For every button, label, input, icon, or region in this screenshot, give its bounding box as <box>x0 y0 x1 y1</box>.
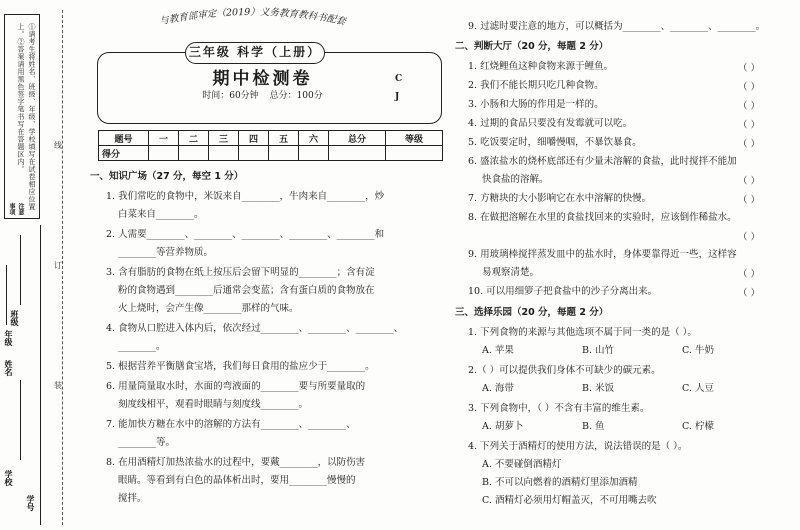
fill-question-5: 5. 根据营养平衡膳食宝塔，我们每日食用的盐应少于________。 <box>106 361 375 372</box>
choice-option-c[interactable]: C. 人豆 <box>682 383 714 394</box>
choice-question-4: 4. 下列关于酒精灯的使用方法，说法错误的是（ ）。 <box>468 441 688 452</box>
fill-question-9: 9. 过滤时要注意的地方，可以概括为________、________、________。 <box>468 21 766 32</box>
corner-mark-j: J <box>395 92 400 102</box>
choice-question-2: 2.（ ）可以提供我们身体不可缺少的碳元素。 <box>468 365 661 376</box>
section-2-title: 二、判断大厅（20 分，每题 2 分） <box>455 41 609 52</box>
exam-time: 时间：60分钟 <box>202 91 259 101</box>
answer-paren[interactable]: （ ） <box>738 139 761 150</box>
choice-option-c[interactable]: C. 柠檬 <box>682 421 714 432</box>
fill-question-7-cont: ________等。 <box>118 437 176 448</box>
score-input-cell[interactable] <box>149 146 179 161</box>
fill-question-1: 1. 我们常吃的食物中，米饭来自________，牛肉来自________，炒 <box>106 191 385 202</box>
fill-question-2-cont: ________等营养物质。 <box>118 247 214 258</box>
judge-question-2: 2. 我们不能长期只吃几种食物。 <box>468 80 604 91</box>
answer-paren[interactable]: （ ） <box>738 269 761 280</box>
score-input-cell[interactable] <box>179 146 209 161</box>
judge-question-7: 7. 方糖块的大小影响它在水中溶解的快慢。 <box>468 193 652 204</box>
fill-question-8: 8. 在用酒精灯加热浓盐水的过程中，要戴________，以防伤害 <box>106 457 366 468</box>
answer-paren[interactable]: （ ） <box>738 82 761 93</box>
choice-option-b[interactable]: B. 不可以向燃着的酒精灯里添加酒精 <box>482 477 638 488</box>
field-line-class <box>20 235 21 305</box>
score-input-cell[interactable] <box>299 146 329 161</box>
score-input-cell[interactable] <box>239 146 269 161</box>
choice-question-3: 3. 下列食物中，（ ）不含有丰富的维生素。 <box>468 403 650 414</box>
score-input-cell[interactable] <box>269 146 299 161</box>
grade-subject-banner: 三年级 科学（上册） <box>185 42 325 64</box>
judge-question-10: 10. 可以用细箩子把食盐中的沙子分离出来。 <box>468 286 658 297</box>
approval-text: 与教育部审定（2019）义务教育教科书配套 <box>158 6 347 28</box>
cut-dashed-line <box>62 10 63 525</box>
answer-paren[interactable]: （ ） <box>738 120 761 131</box>
choice-option-b[interactable]: B. 鱼 <box>582 421 605 432</box>
score-cell: 等级 <box>385 131 442 146</box>
section-1-title: 一、知识广场（27 分，每空 1 分） <box>90 171 244 182</box>
binding-rule <box>40 225 41 525</box>
fill-question-1-cont: 白菜来自________。 <box>118 209 204 220</box>
field-line-number <box>20 380 21 460</box>
notice-label: 注意事项 <box>8 203 24 215</box>
score-cell: 四 <box>239 131 269 146</box>
exam-title: 期中检测卷 <box>212 69 313 89</box>
choice-option-a[interactable]: A. 胡萝卜 <box>482 421 524 432</box>
fill-question-8-cont: 眼睛。等看到有白色的晶体析出时，要用________慢慢的 <box>118 475 356 486</box>
judge-question-8: 8. 在做把溶解在水里的食盐找回来的实验时，应该倒作稀盐水。 <box>468 212 737 223</box>
choice-option-a[interactable]: A. 不要碰倒酒精灯 <box>482 459 562 470</box>
score-cell: 五 <box>269 131 299 146</box>
score-cell: 六 <box>299 131 329 146</box>
answer-paren[interactable]: （ ） <box>738 101 761 112</box>
score-cell: 三 <box>209 131 239 146</box>
fill-question-8-cont2: 搅拌。 <box>118 493 147 504</box>
score-header-row <box>99 131 443 146</box>
answer-paren[interactable]: （ ） <box>738 195 761 206</box>
section-3-title: 三、选择乐园（20 分，每题 2 分） <box>455 307 609 318</box>
judge-question-1: 1. 红烧鲤鱼这种食物来源于鲤鱼。 <box>468 61 614 72</box>
class-label: 班级 <box>10 310 20 326</box>
score-input-cell[interactable] <box>209 146 239 161</box>
choice-option-c[interactable]: C. 牛奶 <box>682 345 714 356</box>
fill-question-6: 6. 用量筒量取水时，水面的弯液面的________要与所要量取的 <box>106 381 366 392</box>
judge-question-4: 4. 过期的食品只要没有发霉就可以吃。 <box>468 118 633 129</box>
score-cell: 一 <box>149 131 179 146</box>
judge-question-9: 9. 用玻璃棒搅拌蒸发皿中的盐水时，身体要靠得近一些，这样容 <box>468 249 737 260</box>
judge-question-5: 5. 吃饭要定时，细嚼慢咽，不暴饮暴食。 <box>468 137 642 148</box>
score-cell: 得分 <box>99 146 149 161</box>
choice-option-c[interactable]: C. 酒精灯必须用灯帽盖灭，不可用嘴去吹 <box>482 495 657 506</box>
answer-paren[interactable]: （ ） <box>738 288 761 299</box>
fill-question-3-cont2: 火上烧时，会产生像________那样的气味。 <box>118 303 299 314</box>
approval-arc-text <box>140 4 365 30</box>
fill-question-7: 7. 能加快方糖在水中的溶解的方法有________、________、 <box>106 419 356 430</box>
field-line-grade <box>6 265 7 325</box>
score-input-cell[interactable] <box>385 146 442 161</box>
score-cell: 二 <box>179 131 209 146</box>
grade-label: 年级 <box>4 330 14 346</box>
corner-mark-c: C <box>395 74 403 84</box>
svg-text:与教育部审定（2019）义务教育教科书配套 <box>159 6 348 28</box>
name-label: 姓名 <box>4 360 14 376</box>
fill-question-3-cont: 粉的食物遇到________后通常会变蓝；含有蛋白质的食物放在 <box>118 285 375 296</box>
notice-text: ①请考生将姓名、班级、年级、学校填写在试卷相应位置上。②答案请用黑色签字笔书写在答题区内。 <box>17 23 36 211</box>
fill-question-4-cont: ________。 <box>118 341 166 352</box>
number-label: 学号 <box>26 495 36 511</box>
answer-paren[interactable]: （ ） <box>738 232 761 243</box>
choice-option-b[interactable]: B. 山竹 <box>582 345 615 356</box>
fill-question-4: 4. 食物从口腔进入体内后，依次经过________、________、________、 <box>106 323 404 334</box>
binding-strip <box>0 0 84 530</box>
choice-option-a[interactable]: A. 苹果 <box>482 345 514 356</box>
cut-mark-fold: 装 <box>54 381 62 390</box>
answer-paren[interactable]: （ ） <box>738 176 761 187</box>
cut-mark-line: 线 <box>54 141 62 150</box>
exam-meta <box>90 88 435 101</box>
answer-paren[interactable]: （ ） <box>738 63 761 74</box>
judge-question-6: 6. 盛浓盐水的烧杯底部还有少量未溶解的食盐，此时搅拌不能加 <box>468 156 737 167</box>
score-cell: 总分 <box>329 131 386 146</box>
exam-total: 总分：100分 <box>269 91 323 101</box>
fill-question-6-cont: 刻度线相平，观看时眼睛与刻度线________。 <box>118 399 309 410</box>
cut-mark-bind: 订 <box>54 261 62 270</box>
score-value-row <box>99 146 443 161</box>
fill-question-3: 3. 含有脂肪的食物在纸上按压后会留下明显的________；含有淀 <box>106 267 375 278</box>
school-label: 学校 <box>4 470 14 486</box>
judge-question-9-cont: 易观察清楚。 <box>482 267 540 278</box>
choice-question-1: 1. 下列食物的来源与其他选项不属于同一类的是（ ）。 <box>468 327 697 338</box>
score-input-cell[interactable] <box>329 146 386 161</box>
score-table <box>98 130 443 161</box>
judge-question-6-cont: 快食盐的溶解。 <box>482 174 549 185</box>
fill-question-2: 2. 人需要________、________、________、________、________和 <box>106 229 385 240</box>
score-cell: 题号 <box>99 131 149 146</box>
choice-option-b[interactable]: B. 米饭 <box>582 383 615 394</box>
judge-question-3: 3. 小肠和大肠的作用是一样的。 <box>468 99 604 110</box>
choice-option-a[interactable]: A. 海带 <box>482 383 514 394</box>
notice-box <box>4 14 40 219</box>
